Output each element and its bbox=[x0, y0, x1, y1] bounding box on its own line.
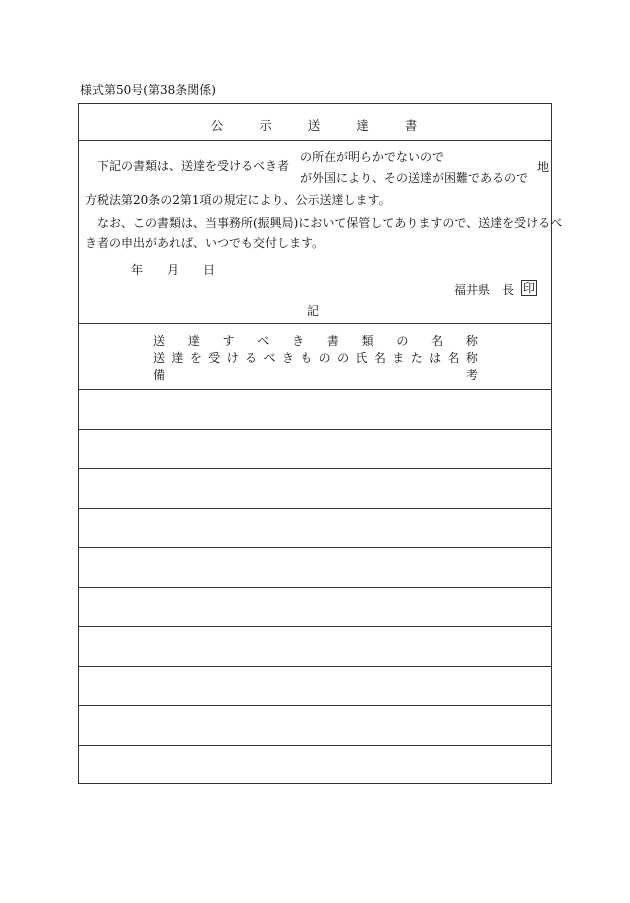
header-char: の bbox=[337, 351, 350, 365]
form-title bbox=[79, 116, 551, 134]
form-number: 様式第50号(第38条関係) bbox=[80, 83, 216, 97]
header-char: 考 bbox=[465, 368, 478, 382]
header-char: 書 bbox=[326, 334, 339, 348]
header-char: 送 bbox=[153, 334, 166, 348]
title-char: 公 bbox=[210, 118, 226, 133]
header-char: べ bbox=[257, 334, 270, 348]
row-line bbox=[79, 508, 551, 509]
title-char: 達 bbox=[356, 118, 371, 133]
header-char: は bbox=[429, 351, 442, 365]
title-divider bbox=[79, 140, 551, 141]
header-char: も bbox=[300, 351, 313, 365]
date-year: 年 bbox=[131, 263, 144, 277]
section-divider bbox=[79, 323, 551, 324]
seal-box bbox=[521, 280, 537, 296]
body-line1-alt-bottom: が外国により、その送達が困難であるので bbox=[300, 171, 529, 185]
column-header-remarks bbox=[153, 366, 478, 383]
header-char: け bbox=[226, 351, 239, 365]
header-char: た bbox=[410, 351, 423, 365]
row-line bbox=[79, 468, 551, 469]
row-line bbox=[79, 547, 551, 548]
header-char: ま bbox=[392, 351, 405, 365]
header-char: の bbox=[396, 334, 409, 348]
body-line4: き者の申出があれば、いつでも交付します。 bbox=[85, 236, 325, 250]
seal-mark: 印 bbox=[523, 281, 536, 295]
row-line bbox=[79, 705, 551, 706]
row-line bbox=[79, 666, 551, 667]
header-char: べ bbox=[263, 351, 276, 365]
header-char: 達 bbox=[187, 334, 200, 348]
header-char: き bbox=[292, 334, 305, 348]
row-line bbox=[79, 745, 551, 746]
signature-label: 福井県 長 bbox=[454, 283, 515, 297]
ki-label: 記 bbox=[307, 304, 320, 318]
header-char: を bbox=[189, 351, 202, 365]
header-char: 名 bbox=[373, 351, 386, 365]
body-line2: 方税法第20条の2第1項の規定により、公示送達します。 bbox=[85, 193, 391, 207]
header-char: る bbox=[245, 351, 258, 365]
notice-form bbox=[78, 103, 563, 784]
date-day: 日 bbox=[203, 263, 216, 277]
header-char: 称 bbox=[465, 334, 478, 348]
title-char: 送 bbox=[307, 118, 323, 133]
header-char: 称 bbox=[465, 351, 478, 365]
header-char: 氏 bbox=[355, 351, 368, 365]
header-char: 名 bbox=[431, 334, 444, 348]
header-bottom-rule bbox=[79, 389, 551, 390]
date-month: 月 bbox=[167, 263, 180, 277]
column-header-recipient-name bbox=[153, 349, 478, 366]
body-line1-alt-top: の所在が明らかでないので bbox=[300, 150, 445, 164]
title-char: 示 bbox=[259, 118, 274, 133]
header-char: す bbox=[222, 334, 235, 348]
body-line1-prefix: 下記の書類は、送達を受けるべき者 bbox=[97, 159, 290, 173]
header-char: 備 bbox=[153, 368, 166, 382]
header-char: 類 bbox=[361, 334, 374, 348]
header-char: 名 bbox=[447, 351, 460, 365]
row-line bbox=[79, 587, 551, 588]
column-header-document-name bbox=[153, 332, 478, 349]
header-char: 達 bbox=[171, 351, 184, 365]
header-char: き bbox=[281, 351, 294, 365]
row-line bbox=[79, 626, 551, 627]
header-char: 送 bbox=[153, 351, 166, 365]
row-line bbox=[79, 429, 551, 430]
body-line1-suffix: 地 bbox=[537, 160, 550, 174]
body-line3: なお、この書類は、当事務所(振興局)において保管してありますので、送達を受けるべ bbox=[97, 216, 563, 230]
header-char: 受 bbox=[208, 351, 221, 365]
header-char: の bbox=[318, 351, 331, 365]
title-char: 書 bbox=[404, 118, 420, 133]
